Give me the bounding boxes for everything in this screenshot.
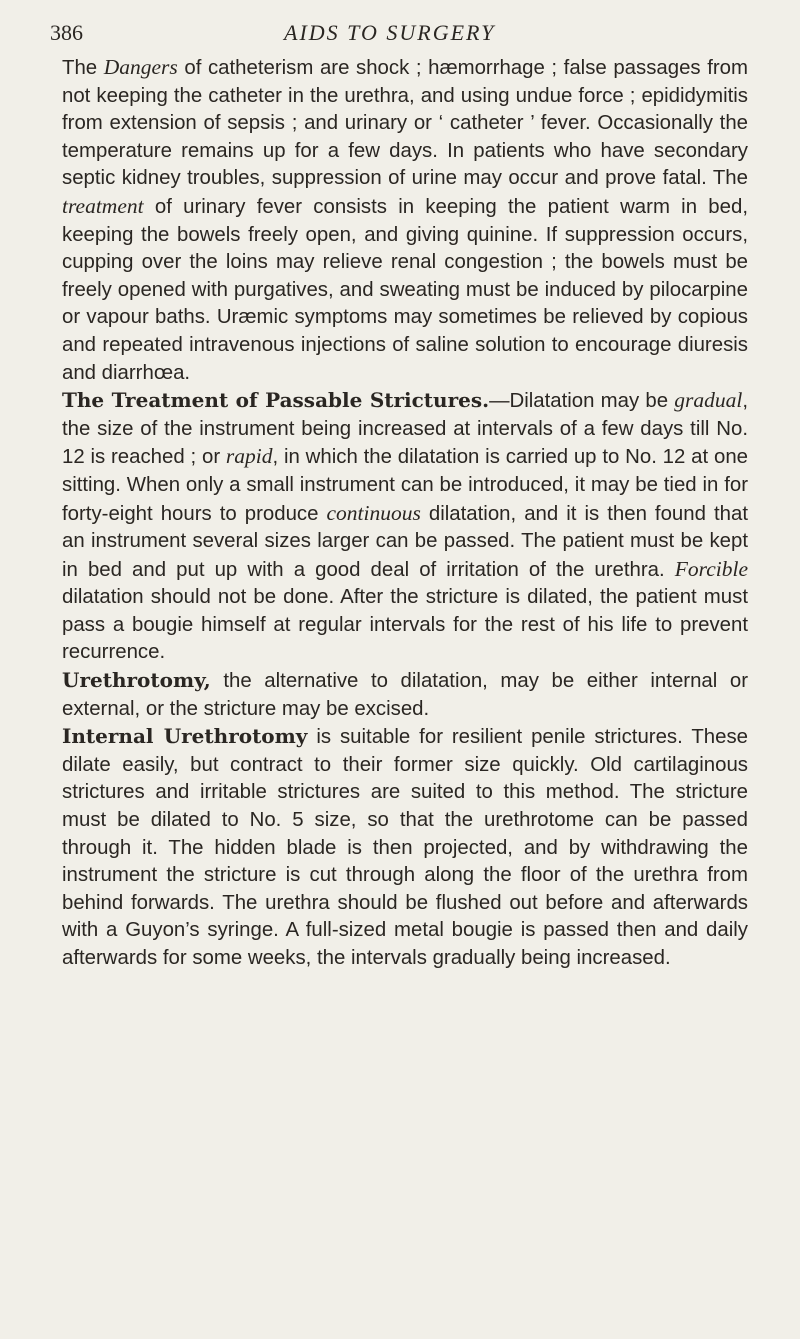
italic-term: treatment [62,193,144,218]
text-run: , the size of the instrument being increased at intervals of a few days till No. 12 is reached ; or [62,390,748,469]
text-run: of urinary fever consists in keeping the patient warm in bed, keeping the bowels freely open, and giving quinine. If suppression occurs, cupping over the loins may relieve renal congestion ; the bowels must be freely opened with purgatives, and sweating must be induced by pilocarpine or vapour baths. Uræmic symptoms may sometimes be relieved by copious and repeated intravenous injections of saline solution to encourage diuresis and diarrhœa. [62,195,748,384]
page-number: 386 [50,20,83,45]
paragraph-dangers [62,54,748,387]
section-heading: The Treatment of Passable Strictures. [62,388,490,413]
italic-term: continuous [326,500,421,525]
paragraph-urethrotomy [62,667,748,723]
text-run: is suitable for resilient penile strictures. These dilate easily, but contract to their former size quickly. Old cartilaginous strictures and irritable strictures are suited to this method. The stricture must be dilated to No. 5 size, so that the urethrotome can be passed through it. The hidden blade is then projected, and by withdrawing the instrument the stricture is cut through along the floor of the urethra from behind forwards. The urethra should be flushed out before and afterwards with a Guyon’s syringe. A full-sized metal bougie is passed then and daily afterwards for some weeks, the intervals gradually being increased. [62,726,748,969]
text-run: dilatation should not be done. After the stricture is dilated, the patient must pass a bougie himself at regular intervals for the rest of his life to prevent recurrence. [62,586,748,664]
paragraph-passable-strictures [62,387,748,667]
text-run: dilatation, and it is then found that an instrument several sizes larger can be passed. The patient must be kept in bed and put up with a good deal of irritation of the urethra. [62,502,748,581]
text-run: of catheterism are shock ; hæmorrhage ; false passages from not keeping the catheter in the urethra, and using undue force ; epididymitis from extension of sepsis ; and urinary or ‘ catheter ’ fever. Occasionally the temperature remains up for a few days. In patients who have secondary septic kidney troubles, suppression of urine may occur and prove fatal. The [62,57,748,190]
section-heading: Urethrotomy, [62,668,211,693]
italic-term: Forcible [674,556,748,581]
text-run: , in which the dilatation is carried up to No. 12 at one sitting. When only a small instrument can be introduced, it may be tied in for forty-eight hours to produce [62,446,748,525]
text-run: —Dilatation may be [489,390,675,413]
section-heading: Internal Urethrotomy [62,724,308,749]
italic-term: Dangers [103,55,178,79]
book-page [50,12,748,973]
running-title: AIDS TO SURGERY [284,20,496,45]
running-head [50,12,748,46]
text-run: the alternative to dilatation, may be either internal or external, or the stricture may be excised. [62,670,748,720]
body-text [62,54,748,973]
text-run: The [62,57,104,79]
paragraph-internal-urethrotomy [62,723,748,972]
italic-term: gradual [674,388,743,413]
italic-term: rapid [225,444,273,469]
